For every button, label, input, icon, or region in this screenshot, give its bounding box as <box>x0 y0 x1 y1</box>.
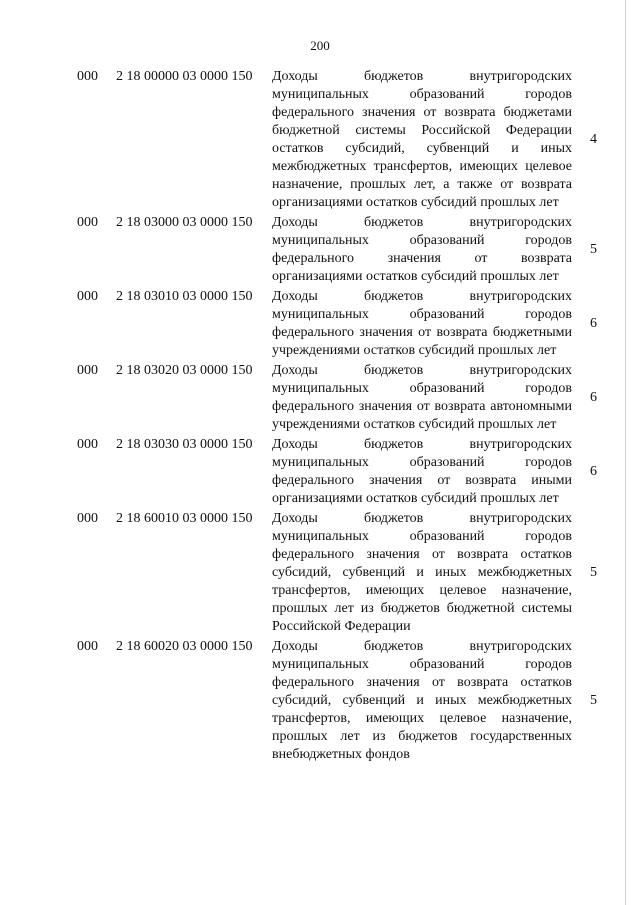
admin-code: 000 <box>77 69 98 84</box>
admin-code: 000 <box>77 289 98 304</box>
table-row <box>0 214 640 286</box>
kbk-code: 2 18 03030 03 0000 150 <box>116 437 253 452</box>
row-description: Доходы бюджетов внутригородских муниципальных образований городов федерального значения от возврата организациями остатков субсидий прошлых лет <box>272 215 572 284</box>
kbk-code: 2 18 03000 03 0000 150 <box>116 215 253 230</box>
admin-code: 000 <box>77 511 98 526</box>
row-level: 5 <box>590 242 597 257</box>
table-row <box>0 362 640 434</box>
admin-code: 000 <box>77 437 98 452</box>
row-description: Доходы бюджетов внутригородских муниципальных образований городов федерального значения от возврата остатков субсидий, субвенций и иных межбюджетных трансфертов, имеющих целевое назначение, прошлых лет из бюджетов бюджетной системы Российской Федерации <box>272 511 572 634</box>
income-classification-table <box>0 68 640 766</box>
row-description: Доходы бюджетов внутригородских муниципальных образований городов федерального значения от возврата иными организациями остатков субсидий прошлых лет <box>272 437 572 506</box>
row-level: 5 <box>590 565 597 580</box>
row-level: 4 <box>590 132 597 147</box>
admin-code: 000 <box>77 215 98 230</box>
kbk-code: 2 18 00000 03 0000 150 <box>116 69 253 84</box>
table-row <box>0 288 640 360</box>
admin-code: 000 <box>77 363 98 378</box>
page-number: 200 <box>310 38 330 53</box>
row-description: Доходы бюджетов внутригородских муниципальных образований городов федерального значения от возврата бюджетными учреждениями остатков субсидий прошлых лет <box>272 289 572 358</box>
kbk-code: 2 18 03020 03 0000 150 <box>116 363 253 378</box>
row-description: Доходы бюджетов внутригородских муниципальных образований городов федерального значения от возврата остатков субсидий, субвенций и иных межбюджетных трансфертов, имеющих целевое назначение, прошлых лет из бюджетов государственных внебюджетных фондов <box>272 639 572 762</box>
row-description: Доходы бюджетов внутригородских муниципальных образований городов федерального значения от возврата автономными учреждениями остатков субсидий прошлых лет <box>272 363 572 432</box>
row-level: 6 <box>590 464 597 479</box>
table-row <box>0 638 640 764</box>
row-level: 6 <box>590 316 597 331</box>
row-description: Доходы бюджетов внутригородских муниципальных образований городов федерального значения от возврата бюджетами бюджетной системы Российской Федерации остатков субсидий, субвенций и иных межбюджетных трансфертов, имеющих целевое назначение, прошлых лет, а также от возврата организациями остатков субсидий прошлых лет <box>272 69 572 210</box>
table-row <box>0 510 640 636</box>
kbk-code: 2 18 60020 03 0000 150 <box>116 639 253 654</box>
row-level: 6 <box>590 390 597 405</box>
kbk-code: 2 18 60010 03 0000 150 <box>116 511 253 526</box>
row-level: 5 <box>590 693 597 708</box>
admin-code: 000 <box>77 639 98 654</box>
table-row <box>0 436 640 508</box>
kbk-code: 2 18 03010 03 0000 150 <box>116 289 253 304</box>
scan-edge-line <box>625 0 626 905</box>
table-row <box>0 68 640 212</box>
